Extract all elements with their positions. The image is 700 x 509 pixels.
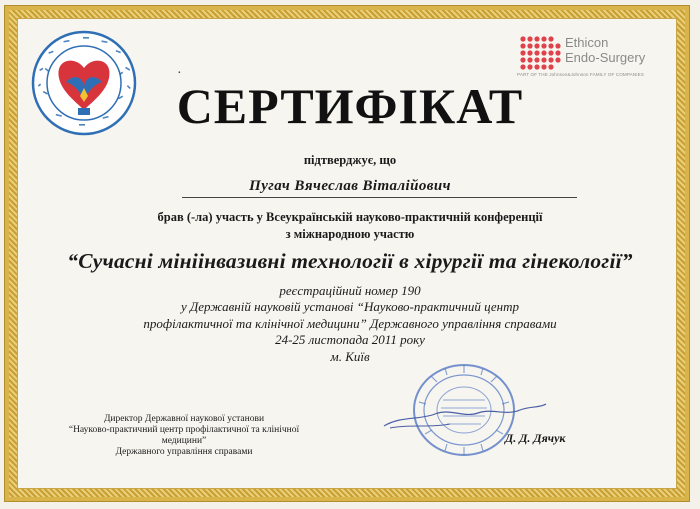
event-dates: 24-25 листопада 2011 року xyxy=(275,332,425,347)
conference-title: “Сучасні мініінвазивні технології в хірургії та гінекології” xyxy=(67,249,633,273)
director-line-3: Державного управління справами xyxy=(115,447,253,457)
registration-number: реєстраційний номер 190 xyxy=(279,283,421,298)
venue-line-2: профілактичної та клінічної медицини” Державного управління справами xyxy=(143,316,557,331)
participation-line-2: з міжнародною участю xyxy=(285,227,415,241)
ethicon-dots-icon xyxy=(519,35,563,71)
certificate-title: СЕРТИФІКАТ xyxy=(176,78,524,134)
director-title xyxy=(54,414,314,458)
sponsor-logo xyxy=(517,35,657,83)
director-line-1: Директор Державної наукової установи xyxy=(103,414,265,424)
sponsor-name-line1: Ethicon xyxy=(565,35,609,50)
director-line-2: “Науково-практичний центр профілактичної та клінічної медицини” xyxy=(68,425,300,446)
signer-name: Д. Д. Дячук xyxy=(505,431,566,445)
event-city: м. Київ xyxy=(330,349,370,364)
name-underline xyxy=(182,197,577,198)
sponsor-name-line2: Endo-Surgery xyxy=(565,50,646,65)
recipient-name: Пугач Вячеслав Віталійович xyxy=(249,178,451,194)
decorative-dot: · xyxy=(177,66,182,81)
venue-line-1: у Державній науковій установі “Науково-практичний центр xyxy=(180,299,520,314)
sponsor-name xyxy=(565,35,661,65)
participation-line-1: брав (-ла) участь у Всеукраїнській науково-практичній конференції xyxy=(157,210,543,224)
sponsor-tagline: PART OF THE Johnson&Johnson FAMILY OF COMPANIES xyxy=(517,72,644,77)
confirms-text: підтверджує, що xyxy=(303,153,397,167)
